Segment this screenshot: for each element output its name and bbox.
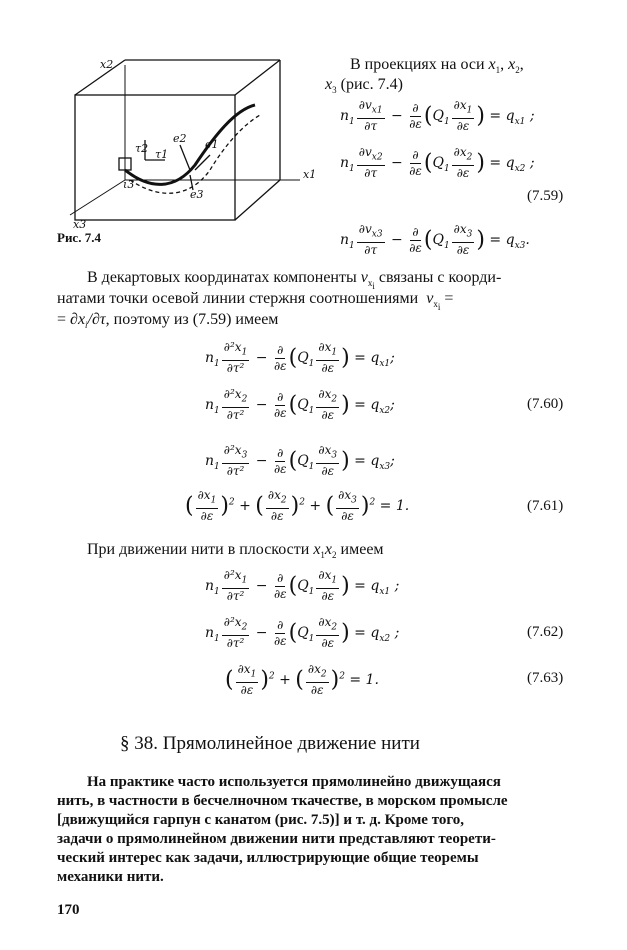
eq-760-1: $n_1$ $\frac{\partial^2x_1}{\text{∂τ²}}$ − $\frac{\partial}{\partial\varepsilon}$ ($Q_1$ $\frac{\partial x_1}{\partial\varepsilon}$ ) = $q_{x1}$;: [205, 340, 395, 376]
figure-caption: Рис. 7.4: [57, 230, 101, 245]
label-x1: x1: [303, 168, 317, 181]
label-tau2: τ2: [135, 142, 149, 155]
eq-760-3: $n_1$ $\frac{\partial^2x_3}{\text{∂τ²}}$ − $\frac{\partial}{\partial\varepsilon}$ ($Q_1$ $\frac{\partial x_3}{\partial\varepsilon}$ ) = $q_{x3}$;: [205, 443, 395, 479]
eq-number-760: (7.60): [527, 396, 564, 412]
label-x3: x3: [73, 218, 87, 231]
eq-761: ( $\frac{\partial x_1}{\partial\varepsilon}$ )$^2$ + ( $\frac{\partial x_2}{\partial\varepsilon}$ )$^2$ + ( $\frac{\partial x_3}{\partial\varepsilon}$ )$^2$ = 1.: [185, 488, 410, 524]
eq-762-1: $n_1$ $\frac{\partial^2x_1}{\text{∂τ²}}$ − $\frac{\partial}{\partial\varepsilon}$ ($Q_1$ $\frac{\partial x_1}{\partial\varepsilon}$ ) = $q_{x1}$ ;: [205, 568, 400, 604]
paragraph3-line1: На практике часто используется прямолинейно движущаяся: [87, 774, 501, 790]
paragraph3-line3: [движущийся гарпун с канатом (рис. 7.5)] и т. д. Кроме того,: [57, 812, 465, 828]
eq-763: ( $\frac{\partial x_1}{\partial\varepsilon}$ )$^2$ + ( $\frac{\partial x_2}{\partial\varepsilon}$ )$^2$ = 1.: [225, 662, 379, 698]
label-iota3: ι3: [123, 178, 135, 191]
paragraph3-line4: задачи о прямолинейном движении нити представляют теорети-: [57, 831, 496, 847]
intro-line2: $x_3$ (рис. 7.4): [325, 76, 403, 96]
paragraph2: При движении нити в плоскости $x_1x_2$ имеем: [87, 541, 384, 561]
paragraph3-line6: механики нити.: [57, 869, 164, 885]
eq-759-3: $n_1$ $\frac{\partial v_{x3}}{\partial\tau}$ − $\frac{\partial}{\partial\varepsilon}$ ($Q_1$ $\frac{\partial x_3}{\partial\varepsilon}$ ) = $q_{x3}$.: [340, 222, 530, 258]
section-title: § 38. Прямолинейное движение нити: [120, 733, 420, 754]
figure-7-4: [55, 40, 330, 240]
label-e3: e3: [190, 188, 204, 201]
paragraph3-line5: ческий интерес как задачи, иллюстрирующие общие теоремы: [57, 850, 479, 866]
eq-762-2: $n_1$ $\frac{\partial^2x_2}{\text{∂τ²}}$ − $\frac{\partial}{\partial\varepsilon}$ ($Q_1$ $\frac{\partial x_2}{\partial\varepsilon}$ ) = $q_{x2}$ ;: [205, 615, 400, 651]
page-number: 170: [57, 902, 80, 918]
label-e2: e2: [173, 132, 187, 145]
eq-number-759: (7.59): [527, 188, 564, 204]
intro-line1: В проекциях на оси $x_1$, $x_2$,: [350, 56, 524, 76]
label-e1: e1: [205, 138, 219, 151]
eq-760-2: $n_1$ $\frac{\partial^2x_2}{\text{∂τ²}}$ − $\frac{\partial}{\partial\varepsilon}$ ($Q_1$ $\frac{\partial x_2}{\partial\varepsilon}$ ) = $q_{x2}$;: [205, 387, 395, 423]
label-x2: x2: [100, 58, 114, 71]
eq-number-761: (7.61): [527, 498, 564, 514]
eq-759-2: $n_1$ $\frac{\partial v_{x2}}{\partial\tau}$ − $\frac{\partial}{\partial\varepsilon}$ ($Q_1$ $\frac{\partial x_2}{\partial\varepsilon}$ ) = $q_{x2}$ ;: [340, 145, 535, 181]
paragraph1-line2: натами точки осевой линии стержня соотношениями $v_{x_i}$ =: [57, 290, 454, 312]
label-tau1: τ1: [155, 148, 169, 161]
paragraph1-line1: В декартовых координатах компоненты $v_{x_i}$ связаны с коорди-: [87, 269, 502, 291]
paragraph1-line3: = $\partial x_i/\partial\tau$, поэтому из (7.59) имеем: [57, 311, 279, 331]
eq-number-762: (7.62): [527, 624, 564, 640]
eq-number-763: (7.63): [527, 670, 564, 686]
paragraph3-line2: нить, в частности в бесчелночном ткачестве, в морском промысле: [57, 793, 508, 809]
eq-759-1: $n_1$ $\frac{\partial v_{x1}}{\partial\tau}$ − $\frac{\partial}{\partial\varepsilon}$ ($Q_1$ $\frac{\partial x_1}{\partial\varepsilon}$ ) = $q_{x1}$ ;: [340, 98, 535, 134]
